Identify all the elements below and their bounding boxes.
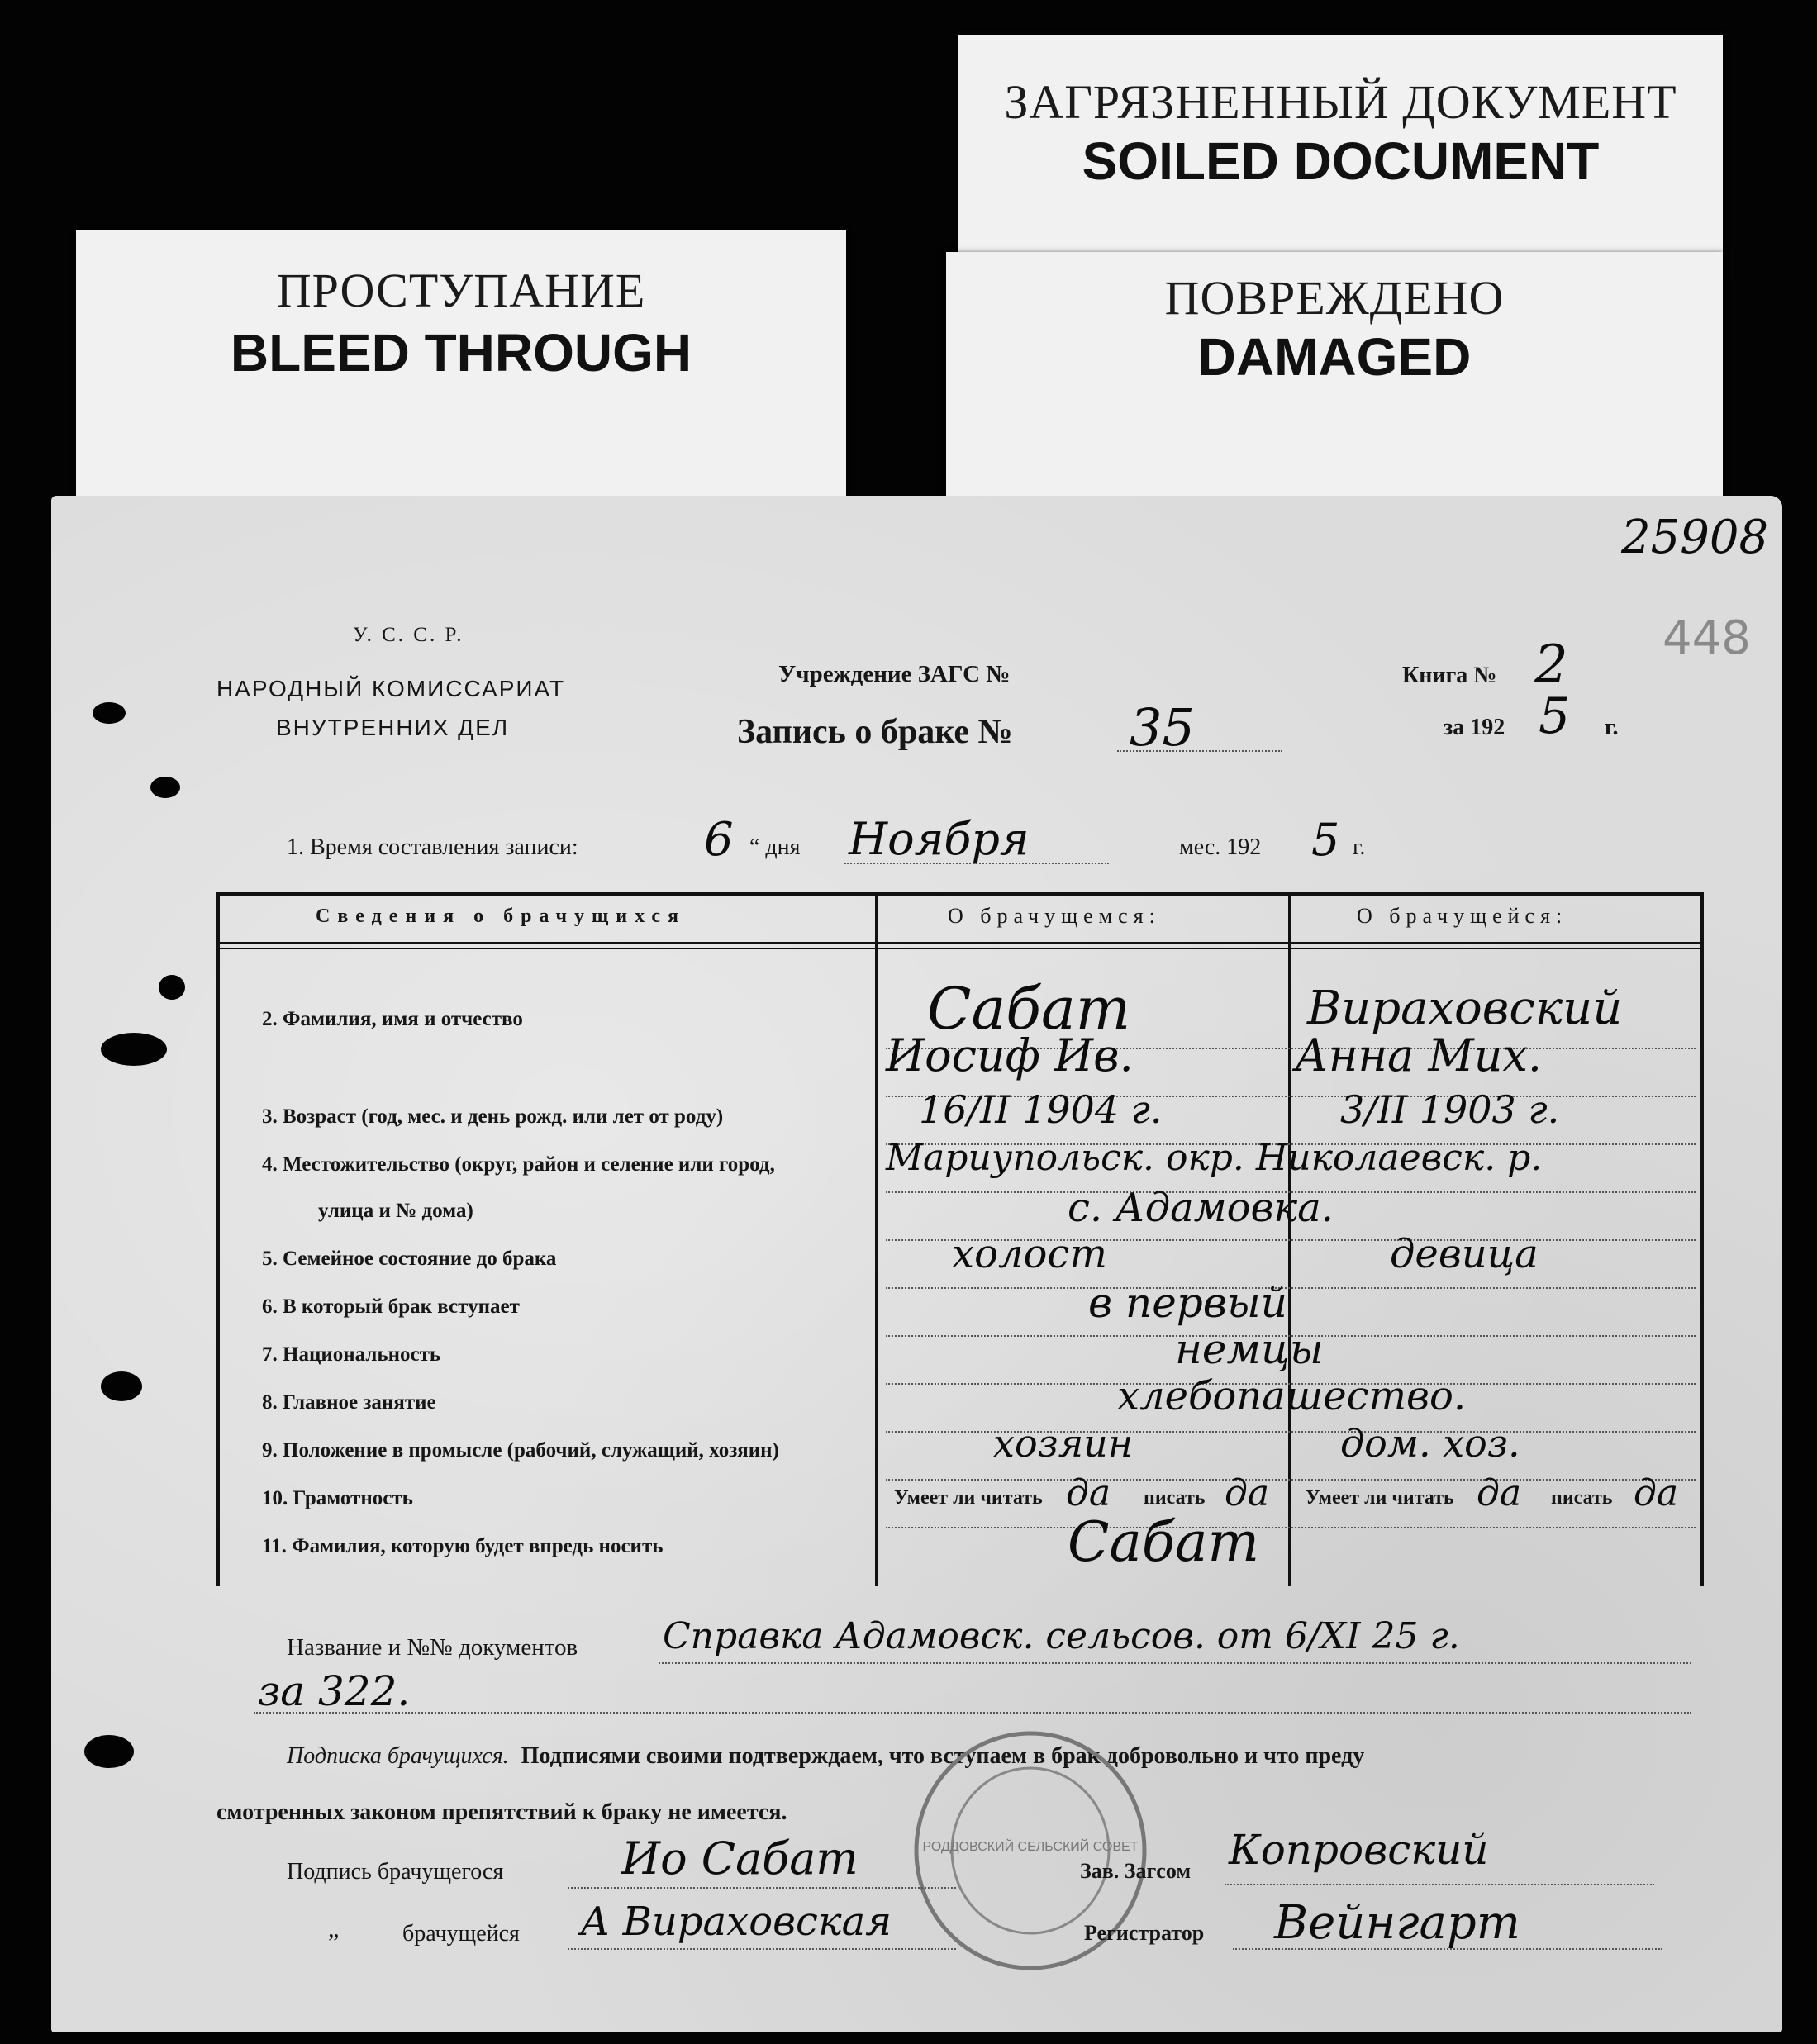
damage-hole — [101, 1033, 167, 1066]
documents-value: Справка Адамовск. сельсов. от 6/XI 25 г. — [663, 1615, 1460, 1657]
table-col-divider-1 — [875, 892, 878, 1586]
residence-village: с. Адамовка. — [1068, 1185, 1334, 1231]
bride-signature-label: брачущейся — [402, 1921, 520, 1947]
registrar-signature: Вейнгарт — [1274, 1896, 1520, 1950]
bride-signature: А Вираховская — [580, 1899, 892, 1945]
table-left-border — [216, 892, 220, 1586]
row-label-occupation: 8. Главное занятие — [262, 1391, 436, 1414]
registrar-label: Регистратор — [1084, 1921, 1205, 1945]
soiled-document-en: SOILED DOCUMENT — [1082, 131, 1600, 191]
bleed-through-en: BLEED THROUGH — [230, 323, 692, 383]
damage-hole — [159, 975, 185, 1000]
groom-read-value: да — [1066, 1472, 1111, 1514]
head-signature: Копровский — [1229, 1826, 1489, 1874]
documents-value-cont: за 322. — [258, 1667, 411, 1715]
col-header-groom: О брачущемся: — [948, 904, 1161, 928]
damage-hole — [93, 702, 126, 724]
soiled-document-ru: ЗАГРЯЗНЕННЫЙ ДОКУМЕНТ — [1004, 75, 1677, 129]
row-label-future-surname: 11. Фамилия, которую будет впредь носить — [262, 1535, 664, 1557]
record-month: Ноября — [849, 813, 1030, 865]
record-day-word: “ дня — [749, 834, 801, 860]
bride-read-label: Умеет ли читать — [1306, 1487, 1454, 1509]
bride-age: 3/II 1903 г. — [1340, 1087, 1560, 1132]
zags-institution: Учреждение ЗАГС № — [778, 661, 1011, 687]
marriage-order: в первый — [1088, 1279, 1287, 1327]
table-header-border — [216, 942, 1704, 944]
table-header-border2 — [216, 948, 1704, 949]
row-label-literacy: 10. Грамотность — [262, 1487, 413, 1509]
stamp-inner-text: РОДДОВСКИЙ СЕЛЬСКИЙ СОВЕТ — [922, 1840, 1139, 1854]
bleed-through-ru: ПРОСТУПАНИЕ — [276, 264, 646, 317]
archive-number: 25908 — [1621, 511, 1769, 564]
bride-marital-status: девица — [1390, 1231, 1539, 1277]
bride-position: дом. хоз. — [1340, 1421, 1520, 1466]
documents-line — [659, 1662, 1691, 1664]
bride-surname: Вираховский — [1307, 982, 1623, 1035]
year-digit: 5 — [1539, 687, 1571, 745]
record-year-digit: 5 — [1311, 814, 1340, 866]
groom-read-label: Умеет ли читать — [894, 1487, 1043, 1509]
row-label-position: 9. Положение в промысле (рабочий, служащий, хозяин) — [262, 1439, 779, 1462]
record-number: 35 — [1130, 697, 1195, 758]
residence-district: Мариупольск. окр. Николаевск. р. — [886, 1137, 1543, 1179]
groom-surname: Сабат — [927, 975, 1131, 1043]
occupation: хлебопашество. — [1117, 1373, 1467, 1419]
record-title: Запись о браке № — [737, 713, 1013, 751]
book-number: 2 — [1534, 635, 1568, 696]
year-suffix: г. — [1605, 715, 1619, 740]
record-month-line — [844, 863, 1109, 864]
nationality: немцы — [1175, 1325, 1324, 1373]
damaged-en: DAMAGED — [1197, 327, 1472, 387]
archive-number-secondary: 448 — [1662, 611, 1751, 665]
record-month-word: мес. 192 — [1179, 834, 1262, 860]
registrar-signature-line — [1233, 1948, 1662, 1950]
table-right-border — [1700, 892, 1704, 1586]
bleed-through-label — [76, 230, 846, 519]
bride-write-value: да — [1634, 1472, 1679, 1514]
col-header-info: Сведения о брачущихся — [316, 906, 687, 927]
bride-name: Анна Мих. — [1295, 1029, 1543, 1081]
year-prefix: за 192 — [1444, 715, 1505, 740]
head-signature-line — [1225, 1884, 1654, 1885]
groom-name: Иосиф Ив. — [886, 1029, 1134, 1081]
row-label-age: 3. Возраст (год, мес. и день рожд. или лет от роду) — [262, 1105, 724, 1128]
record-day: 6 — [704, 813, 734, 867]
damage-hole — [84, 1735, 134, 1768]
documents-line-2 — [254, 1712, 1691, 1714]
bride-write-label: писать — [1551, 1487, 1613, 1509]
consent-lead: Подписка брачущихся. — [287, 1743, 509, 1769]
row-label-residence: 4. Местожительство (округ, район и селение или город, — [262, 1153, 775, 1176]
documents-label: Название и №№ документов — [287, 1634, 578, 1661]
damaged-ru: ПОВРЕЖДЕНО — [1164, 271, 1505, 325]
row-guide — [886, 1287, 1696, 1289]
bride-signature-line — [568, 1948, 956, 1950]
table-top-border — [216, 892, 1704, 896]
consent-line2: смотренных законом препятствий к браку не имеется. — [216, 1799, 787, 1825]
row-label-marital: 5. Семейное состояние до брака — [262, 1248, 557, 1270]
row-label-name: 2. Фамилия, имя и отчество — [262, 1008, 523, 1030]
row-label-nationality: 7. Национальность — [262, 1343, 441, 1366]
groom-signature-label: Подпись брачущегося — [287, 1859, 504, 1885]
consent-text1: Подписями своими подтверждаем, что вступаем в брак добровольно и что преду — [521, 1743, 1365, 1769]
groom-marital-status: холост — [952, 1231, 1107, 1277]
row-guide — [886, 1527, 1696, 1528]
commissariat-line2: ВНУТРЕННИХ ДЕЛ — [276, 715, 510, 740]
row-guide — [886, 1479, 1696, 1481]
republic-title: У. С. С. Р. — [353, 624, 464, 646]
head-signature-label: Зав. Загсом — [1080, 1859, 1192, 1883]
groom-write-label: писать — [1144, 1487, 1206, 1509]
future-surname: Сабат — [1068, 1510, 1260, 1574]
bride-read-value: да — [1477, 1472, 1522, 1514]
record-number-line — [1117, 750, 1282, 752]
damage-hole — [101, 1371, 142, 1401]
row-label-marriage-order: 6. В который брак вступает — [262, 1295, 520, 1318]
groom-signature-line — [568, 1887, 956, 1889]
bride-signature-prefix: „ — [328, 1915, 340, 1942]
groom-signature: Ио Сабат — [621, 1832, 859, 1885]
commissariat-line1: НАРОДНЫЙ КОМИССАРИАТ — [216, 676, 566, 701]
damage-hole — [150, 777, 180, 798]
groom-position: хозяин — [993, 1421, 1134, 1466]
book-label: Книга № — [1402, 663, 1497, 688]
consent-line1 — [287, 1743, 1364, 1770]
record-year-suffix: г. — [1353, 834, 1366, 860]
row-label-residence-cont: улица и № дома) — [318, 1200, 473, 1222]
marriage-record-form — [51, 496, 1782, 2032]
soiled-document-label — [958, 35, 1723, 274]
groom-age: 16/II 1904 г. — [919, 1087, 1163, 1132]
damaged-label — [946, 252, 1723, 525]
record-time-label: 1. Время составления записи: — [287, 834, 578, 860]
groom-write-value: да — [1225, 1472, 1270, 1514]
col-header-bride: О брачущейся: — [1357, 904, 1568, 928]
